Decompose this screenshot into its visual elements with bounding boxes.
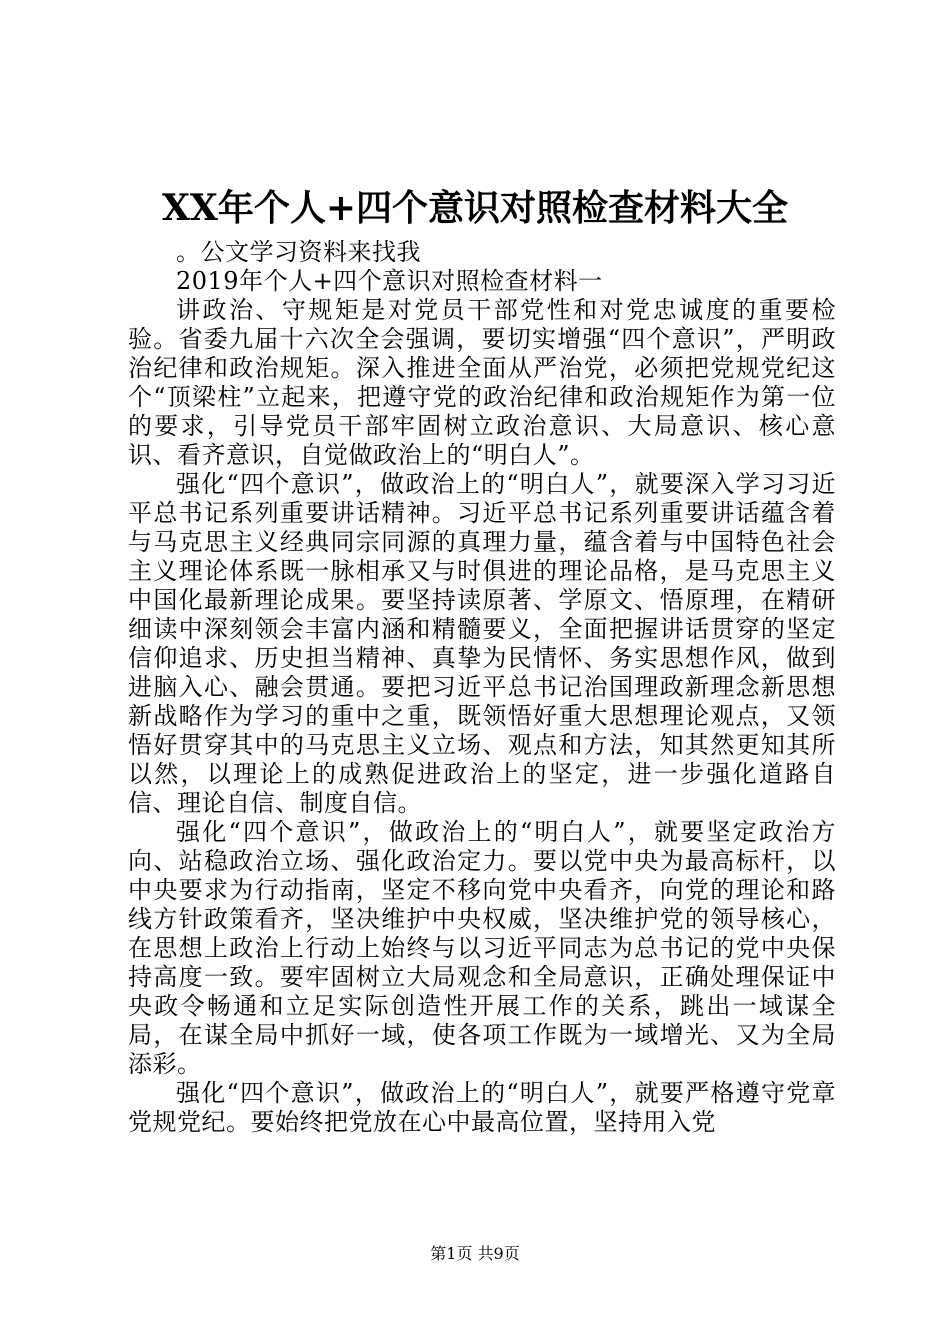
body-paragraph: 强化“四个意识”，做政治上的“明白人”，就要深入学习习近平总书记系列重要讲话精神。习近平总书记系列重要讲话蕴含着与马克思主义经典同宗同源的真理力量，蕴含着与中国特色社会主义理论体系既一脉相承又与时俱进的理论品格，是马克思主义中国化最新理论成果。要坚持读原著、学原文、悟原理，在精研细读中深刻领会丰富内涵和精髓要义，全面把握讲话贯穿的坚定信仰追求、历史担当精神、真挚为民情怀、务实思想作风，做到进脑入心、融会贯通。要把习近平总书记治国理政新理念新思想新战略作为学习的重中之重，既领悟好重大思想理论观点，又领悟好贯穿其中的马克思主义立场、观点和方法，知其然更知其所以然，以理论上的成熟促进政治上的坚定，进一步强化道路自信、理论自信、制度自信。: [128, 470, 836, 817]
page-footer: 第1页 共9页: [430, 1244, 520, 1263]
body-paragraph: 强化“四个意识”，做政治上的“明白人”，就要严格遵守党章党规党纪。要始终把党放在心中最高位置，坚持用入党: [128, 1079, 836, 1136]
document-title: XX年个人+四个意识对照检查材料大全: [161, 187, 789, 229]
body-paragraph: 强化“四个意识”，做政治上的“明白人”，就要坚定政治方向、站稳政治立场、强化政治定力。要以党中央为最高标杆，以中央要求为行动指南，坚定不移向党中央看齐，向党的理论和路线方针政策看齐，坚决维护中央权威，坚决维护党的领导核心，在思想上政治上行动上始终与以习近平同志为总书记的党中央保持高度一致。要牢固树立大局观念和全局意识，正确处理保证中央政令畅通和立足实际创造性开展工作的关系，跳出一域谋全局，在谋全局中抓好一域，使各项工作既为一域增光、又为全局添彩。: [128, 818, 836, 1078]
intro-line: 。公文学习资料来找我: [176, 238, 421, 266]
document-body: [128, 238, 836, 1137]
body-paragraph: 讲政治、守规矩是对党员干部党性和对党忠诚度的重要检验。省委九届十六次全会强调，要切实增强“四个意识”，严明政治纪律和政治规矩。深入推进全面从严治党，必须把党规党纪这个“顶梁柱”立起来，把遵守党的政治纪律和政治规矩作为第一位的要求，引导党员干部牢固树立政治意识、大局意识、核心意识、看齐意识，自觉做政治上的“明白人”。: [128, 296, 836, 469]
section-heading: 2019年个人+四个意识对照检查材料一: [176, 267, 603, 295]
